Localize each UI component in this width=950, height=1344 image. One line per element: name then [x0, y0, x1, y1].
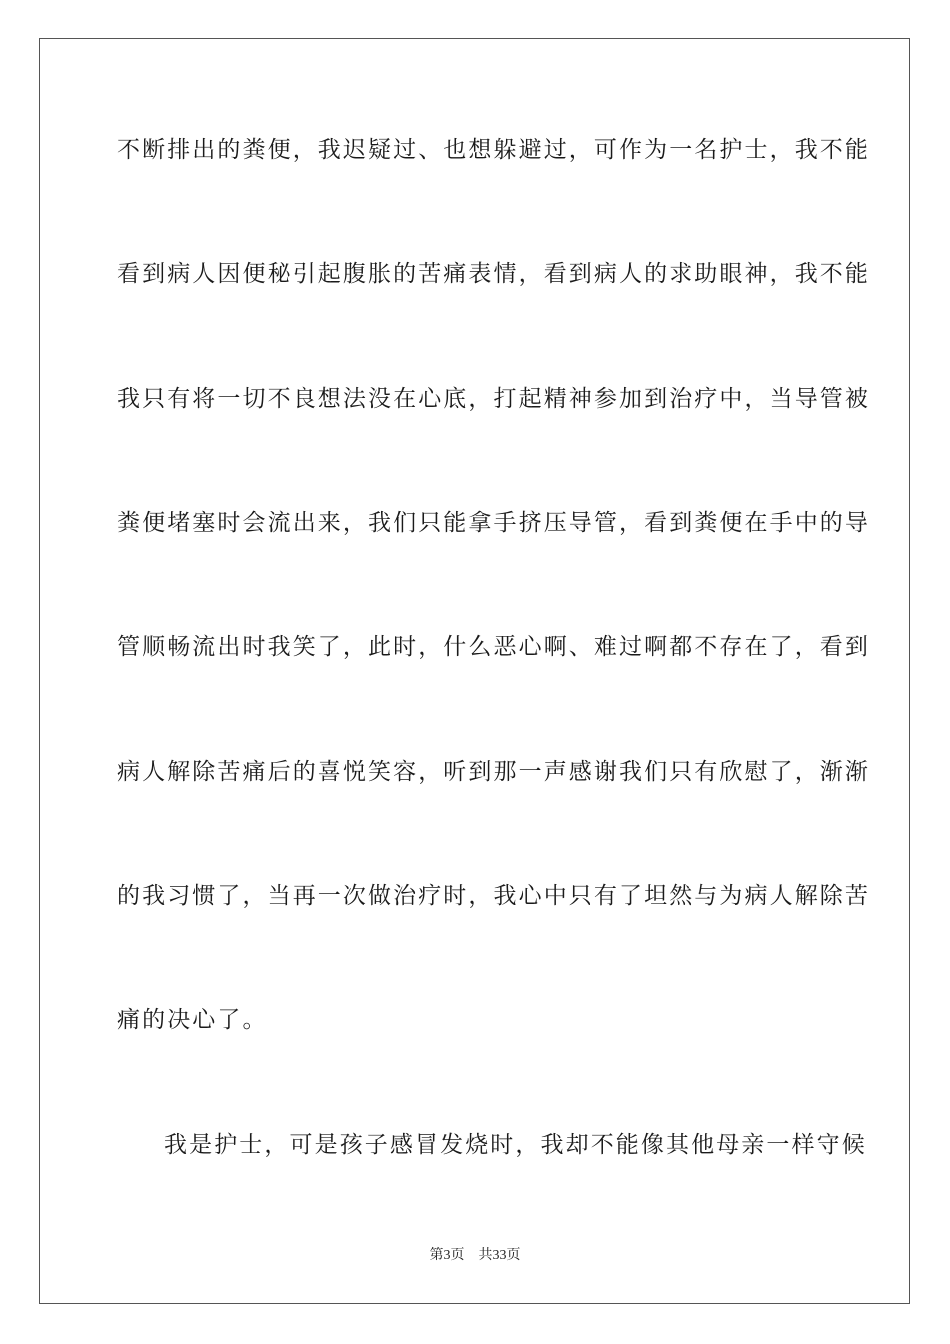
- body-text-line: 不断排出的粪便，我迟疑过、也想躲避过，可作为一名护士，我不能: [117, 137, 870, 163]
- page-footer: [0, 1247, 950, 1265]
- body-text-line: 看到病人因便秘引起腹胀的苦痛表情，看到病人的求助眼神，我不能: [117, 261, 870, 287]
- paragraph-first-line: 我是护士，可是孩子感冒发烧时，我却不能像其他母亲一样守候: [164, 1132, 867, 1158]
- current-page-number: 第3页: [429, 1248, 465, 1263]
- body-text-line: 粪便堵塞时会流出来，我们只能拿手挤压导管，看到粪便在手中的导: [117, 510, 870, 536]
- body-text-line: 管顺畅流出时我笑了，此时，什么恶心啊、难过啊都不存在了，看到: [117, 634, 870, 660]
- body-text-line: 我只有将一切不良想法没在心底，打起精神参加到治疗中，当导管被: [117, 386, 870, 412]
- total-page-count: 共33页: [478, 1248, 521, 1263]
- body-text-line: 病人解除苦痛后的喜悦笑容，听到那一声感谢我们只有欣慰了，渐渐: [117, 759, 870, 785]
- page-border: [39, 38, 910, 1304]
- body-text-line: 的我习惯了，当再一次做治疗时，我心中只有了坦然与为病人解除苦: [117, 883, 870, 909]
- body-text-line: 痛的决心了。: [117, 1007, 268, 1033]
